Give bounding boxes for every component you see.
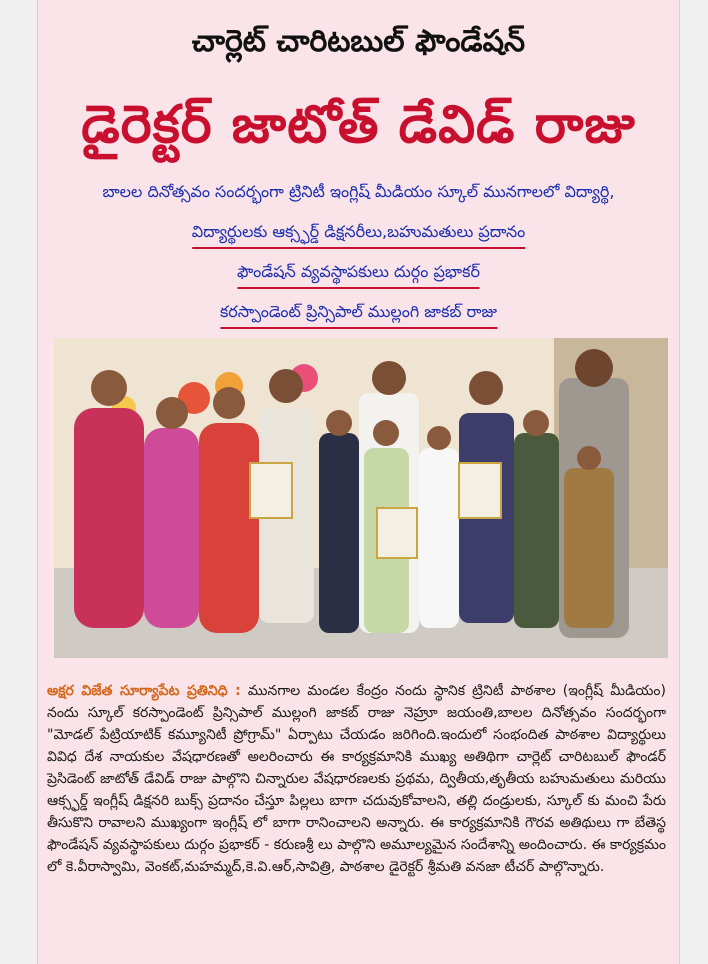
subhead-3: ఫౌండేషన్ వ్యవస్థాపకులు దుర్గం ప్రభాకర్	[237, 262, 480, 289]
subhead-1: బాలల దినోత్సవం సందర్భంగా ట్రినిటీ ఇంగ్లిష్ మీడియం స్కూల్ మునగాలలో విద్యార్థి,	[102, 182, 615, 201]
article-body	[47, 680, 666, 878]
group-photo-illustration	[54, 338, 668, 658]
kicker-title: చార్లెట్ చారిటబుల్ ఫౌండేషన్	[191, 24, 526, 59]
subhead-4: కరస్పాండెంట్ ప్రిన్సిపాల్ ముల్లంగి జాకబ్ రాజు	[220, 302, 497, 329]
byline: అక్షర విజేత సూర్యాపేట ప్రతినిధి :	[47, 683, 241, 699]
headline: డైరెక్టర్ జాటోత్ డేవిడ్ రాజు	[81, 95, 636, 155]
article-text: మునగాల మండల కేంద్రం నందు స్థానిక ట్రినిటీ పాఠశాల (ఇంగ్లీష్ మీడియం) నందు స్కూల్ కరస్పాండెంట్ ప్రిన్సిపాల్ ముల్లంగి జాకబ్ రాజు నెహ్రూ జయంతి,బాలల దినోత్సవం సందర్భంగా "మోడల్ పేట్రియాటిక్ కమ్యూనిటీ ప్రోగ్రామ్" ఏర్పాటు చేయడం జరిగింది.ఇందులో సంభందిత పాఠశాల విద్యార్థులు వివిధ దేశ నాయకుల వేషధారణతో అలరించారు ఈ కార్యక్రమానికి ముఖ్య అతిథిగా చార్లెట్ చారిటబుల్ ఫౌండర్ ప్రెసిడెంట్ జాటోత్ డేవిడ్ రాజు పాల్గొని చిన్నారుల వేషధారణలకు ప్రథమ, ద్వితీయ,తృతీయ బహుమతులు మరియు ఆక్స్ఫర్డ్ ఇంగ్లీష్ డిక్షనరి బుక్స్ ప్రదానం చేస్తూ పిల్లలు బాగా చదువుకోవాలని, తల్లి దండ్రులకు, స్కూల్ కు మంచి పేరు తీసుకొని రావాలని ముఖ్యంగా ఇంగ్లీష్ లో బాగా రానించాలని అన్నారు. ఈ కార్యక్రమానికి గౌరవ అతిథులు గా బేతెస్థ ఫౌండేషన్ వ్యవస్థాపకులు దుర్గం ప్రభాకర్ - కరుణశ్రీ లు పాల్గొని అమూల్యమైన సందేశాన్ని అందించారు. ఈ కార్యక్రమం లో కె.వీరాస్వామి, వెంకట్,మహమ్మద్,కె.వి.ఆర్,సావిత్రి, పాఠశాల డైరెక్టర్ శ్రీమతి వనజా టీచర్ పాల్గొన్నారు.	[47, 683, 666, 875]
subhead-2: విద్యార్థులకు ఆక్స్ఫర్డ్ డిక్షనరీలు,బహుమతులు ప్రదానం	[192, 222, 526, 249]
group-photo	[54, 338, 668, 658]
